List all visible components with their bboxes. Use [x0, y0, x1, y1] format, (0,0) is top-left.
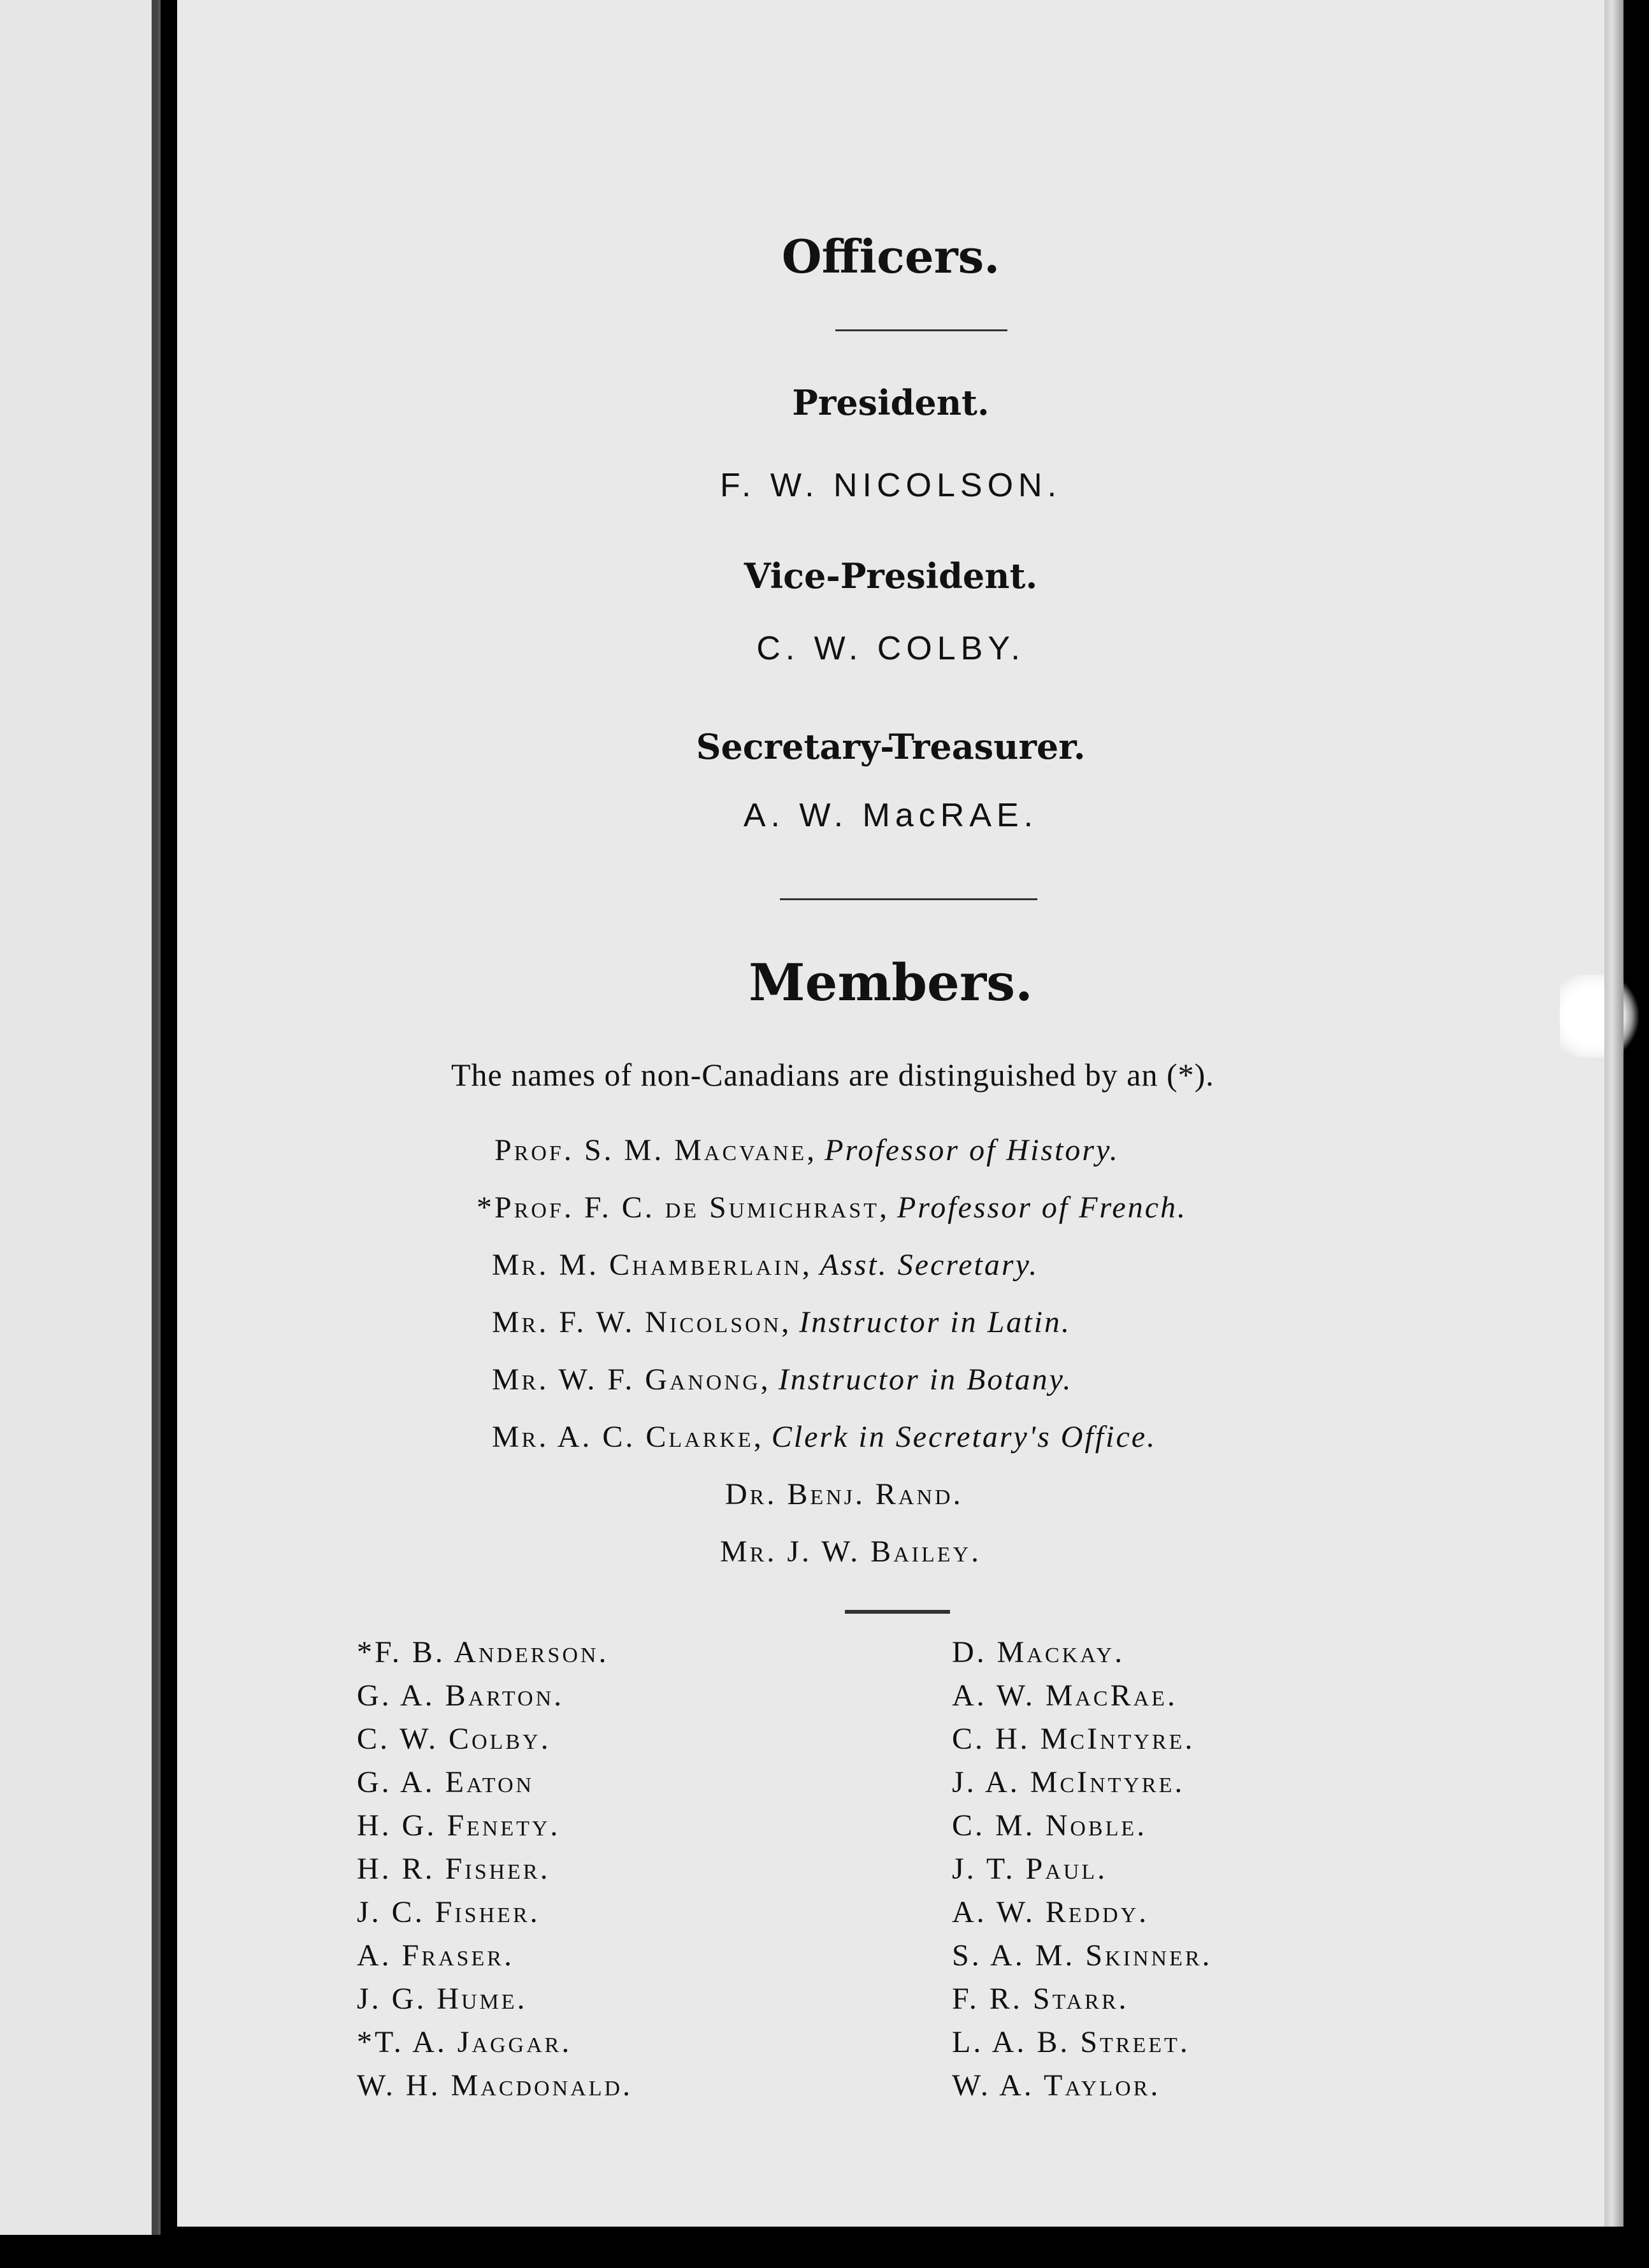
faculty-entry: Mr. W. F. Ganong, Instructor in Botany.	[492, 1363, 1073, 1396]
members-left-column	[357, 1631, 633, 2107]
member-name: J. G. Hume.	[357, 1982, 528, 2016]
non-canadian-note: The names of non-Canadians are distinguished by an (*).	[451, 1057, 1214, 1093]
vice-president-label: Vice-President.	[744, 556, 1038, 596]
member-name: J. A. McIntyre.	[952, 1765, 1185, 1799]
member-name: G. A. Barton.	[357, 1679, 565, 1712]
members-divider	[780, 898, 1037, 900]
member-name: H. R. Fisher.	[357, 1852, 551, 1886]
document-page	[177, 0, 1606, 2227]
member-name: W. H. Macdonald.	[357, 2069, 633, 2102]
president-label: President.	[792, 382, 990, 423]
student-list-divider	[845, 1610, 950, 1614]
faculty-entry: Dr. Benj. Rand.	[725, 1477, 963, 1511]
facing-page	[0, 0, 161, 2235]
member-name: W. A. Taylor.	[952, 2069, 1161, 2102]
faculty-entry: Mr. F. W. Nicolson, Instructor in Latin.	[492, 1305, 1071, 1339]
member-name: A. Fraser.	[357, 1939, 514, 1972]
member-name: *T. A. Jaggar.	[357, 2025, 572, 2059]
officers-heading: Officers.	[781, 229, 1000, 284]
member-name: F. R. Starr.	[952, 1982, 1129, 2016]
member-name: A. W. Reddy.	[952, 1895, 1149, 1929]
binding-crease	[152, 0, 158, 2235]
president-name: F. W. NICOLSON.	[719, 467, 1062, 504]
faculty-entry: *Prof. F. C. de Sumichrast, Professor of French.	[477, 1191, 1188, 1224]
member-name: J. T. Paul.	[952, 1852, 1108, 1886]
vice-president-name: C. W. COLBY.	[756, 630, 1025, 667]
member-name: *F. B. Anderson.	[357, 1635, 609, 1669]
faculty-entry: Mr. M. Chamberlain, Asst. Secretary.	[492, 1248, 1039, 1282]
secretary-treasurer-label: Secretary-Treasurer.	[696, 726, 1086, 767]
members-right-column	[952, 1631, 1213, 2107]
faculty-entry: Mr. J. W. Bailey.	[720, 1535, 982, 1568]
member-name: L. A. B. Street.	[952, 2025, 1190, 2059]
member-name: A. W. MacRae.	[952, 1679, 1177, 1712]
member-name: C. W. Colby.	[357, 1722, 551, 1756]
member-name: G. A. Eaton	[357, 1765, 535, 1799]
member-name: H. G. Fenety.	[357, 1809, 561, 1842]
officers-divider	[835, 329, 1007, 331]
member-name: J. C. Fisher.	[357, 1895, 540, 1929]
members-heading: Members.	[749, 952, 1033, 1012]
faculty-entry: Mr. A. C. Clarke, Clerk in Secretary's Office.	[492, 1420, 1157, 1454]
member-name: C. M. Noble.	[952, 1809, 1148, 1842]
member-name: S. A. M. Skinner.	[952, 1939, 1213, 1972]
faculty-entry: Prof. S. M. Macvane, Professor of History.	[494, 1133, 1120, 1167]
member-name: C. H. McIntyre.	[952, 1722, 1195, 1756]
member-name: D. Mackay.	[952, 1635, 1125, 1669]
secretary-treasurer-name: A. W. MacRAE.	[743, 797, 1039, 834]
